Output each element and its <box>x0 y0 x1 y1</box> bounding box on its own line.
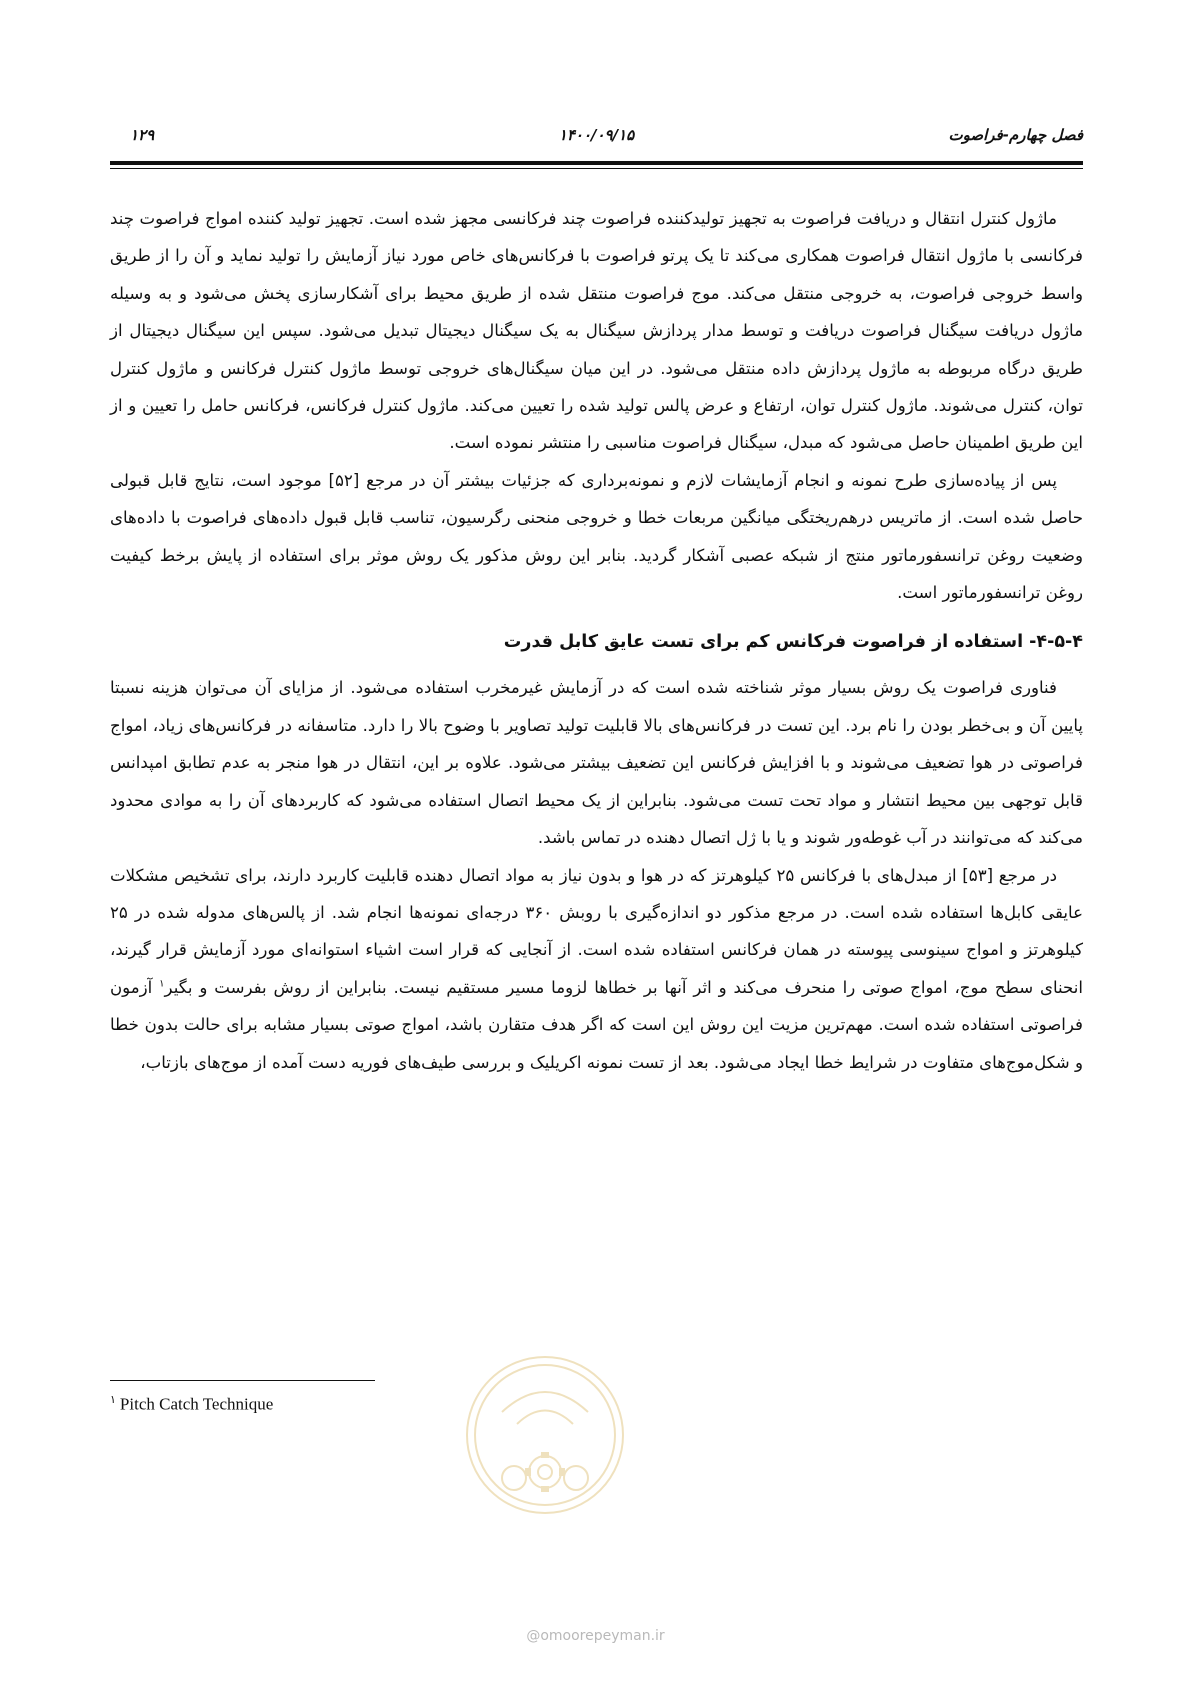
paragraph-text: در مرجع [۵۳] از مبدل‌های با فرکانس ۲۵ کیلوهرتز که در هوا و بدون نیاز به مواد اتصال دهنده قابلیت کاربرد دارند، برای تشخیص مشکلات عایقی کابل‌ها استفاده شده است. در مرجع مذکور دو اندازه‌گیری با روبش ۳۶۰ درجه‌ای نمونه‌ها انجام شد. از پالس‌های مدوله شده در ۲۵ کیلوهرتز و امواج سینوسی پیوسته در همان فرکانس استفاده شده است. از آنجایی که قرار است اشیاء استوانه‌ای مورد آزمایش قرار گیرند، انحنای سطح موج، امواج صوتی را منحرف می‌کند و اثر آنها بر خطاها لزوما مسیر مستقیم نیست. بنابراین از روش بفرست و بگیر <box>110 865 1084 997</box>
page-header <box>110 126 1083 154</box>
paragraph: پس از پیاده‌سازی طرح نمونه و انجام آزمایشات لازم و نمونه‌برداری که جزئیات بیشتر آن در مرجع [۵۲] موجود است، نتایج قابل قبولی حاصل شده است. از ماتریس درهم‌ریختگی میانگین مربعات خطا و خروجی منحنی رگرسیون، تناسب قابل قبول داده‌های فراصوت با داده‌های وضعیت روغن ترانسفورماتور منتج از شبکه عصبی آشکار گردید. بنابر این روش مذکور یک روش موثر برای استفاده از پایش برخط کیفیت روغن ترانسفورماتور است. <box>110 470 1083 603</box>
footnote-rule <box>110 1380 375 1381</box>
watermark-logo-icon <box>462 1352 628 1518</box>
footnote-text: Pitch Catch Technique <box>119 1394 274 1414</box>
header-rule-thick <box>110 161 1083 165</box>
paragraph <box>110 857 1083 1081</box>
paragraph: فناوری فراصوت یک روش بسیار موثر شناخته شده است که در آزمایش غیرمخرب استفاده می‌شود. از مزایای آن می‌توان هزینه نسبتا پایین آن و بی‌خطر بودن را نام برد. این تست در فرکانس‌های بالا قابلیت تولید تصاویر با وضوح بالا را دارد. متاسفانه در فرکانس‌های زیاد، امواج فراصوتی در هوا تضعیف می‌شوند و با افزایش فرکانس این تضعیف بیشتر می‌شود. علاوه بر این، انتقال در هوا منجر به عدم تطابق امپدانس قابل توجهی بین محیط انتشار و مواد تحت تست می‌شود. بنابراین از یک محیط اتصال استفاده می‌شود که کاربردهای آن را به موادی محدود می‌کند که می‌توانند در آب غوطه‌ور شوند و یا با ژل اتصال دهنده در تماس باشد. <box>110 678 1083 848</box>
body-text <box>110 200 1083 1081</box>
paragraph: ماژول کنترل انتقال و دریافت فراصوت به تجهیز تولیدکننده فراصوت چند فرکانسی مجهز شده است. تجهیز تولید کننده امواج فراصوت چند فرکانسی با ماژول انتقال فراصوت همکاری می‌کند تا یک پرتو فراصوت با فرکانس‌های خاص مورد نیاز آزمایش را تولید نماید و آن را از طریق واسط خروجی فراصوت، به خروجی منتقل می‌کند. موج فراصوت منتقل شده از طریق محیط برای آشکارسازی پخش می‌شود و به وسیله ماژول دریافت سیگنال فراصوت دریافت و توسط مدار پردازش سیگنال به یک سیگنال دیجیتال تبدیل می‌شود. سپس این سیگنال دیجیتال از طریق درگاه مربوطه به ماژول پردازش داده منتقل می‌شود. در این میان سیگنال‌های خروجی توسط ماژول کنترل فرکانس و ماژول کنترل توان، کنترل می‌شوند. ماژول کنترل توان، ارتفاع و عرض پالس تولید شده را تعیین می‌کند. ماژول کنترل فرکانس، فرکانس حامل را تعیین و از این طریق اطمینان حاصل می‌شود که مبدل، سیگنال فراصوت مناسبی را منتشر نموده است. <box>110 209 1083 453</box>
header-rule-thin <box>110 168 1083 169</box>
header-date: ۱۴۰۰/۰۹/۱۵ <box>558 126 635 144</box>
paragraph-text: آزمون فراصوتی استفاده شده است. مهم‌ترین مزیت این روش این است که اگر هدف متقارن باشد، امواج صوتی بسیار مشابه برای حالت بدون خطا و شکل‌موج‌های متفاوت در شرایط خطا ایجاد می‌شود. بعد از تست نمونه اکریلیک و بررسی طیف‌های فوریه دست آمده از موج‌های بازتاب، <box>110 977 1083 1072</box>
section-heading: ۴-۵-۴- استفاده از فراصوت فرکانس کم برای تست عایق کابل قدرت <box>503 632 1083 653</box>
footnote-mark: ۱ <box>110 1394 116 1406</box>
watermark-url: @omoorepeyman.ir <box>526 1628 665 1644</box>
footnote-reference[interactable]: ۱ <box>159 978 165 990</box>
chapter-title: فصل چهارم-فراصوت <box>948 126 1083 144</box>
page-number: ۱۲۹ <box>130 126 155 144</box>
